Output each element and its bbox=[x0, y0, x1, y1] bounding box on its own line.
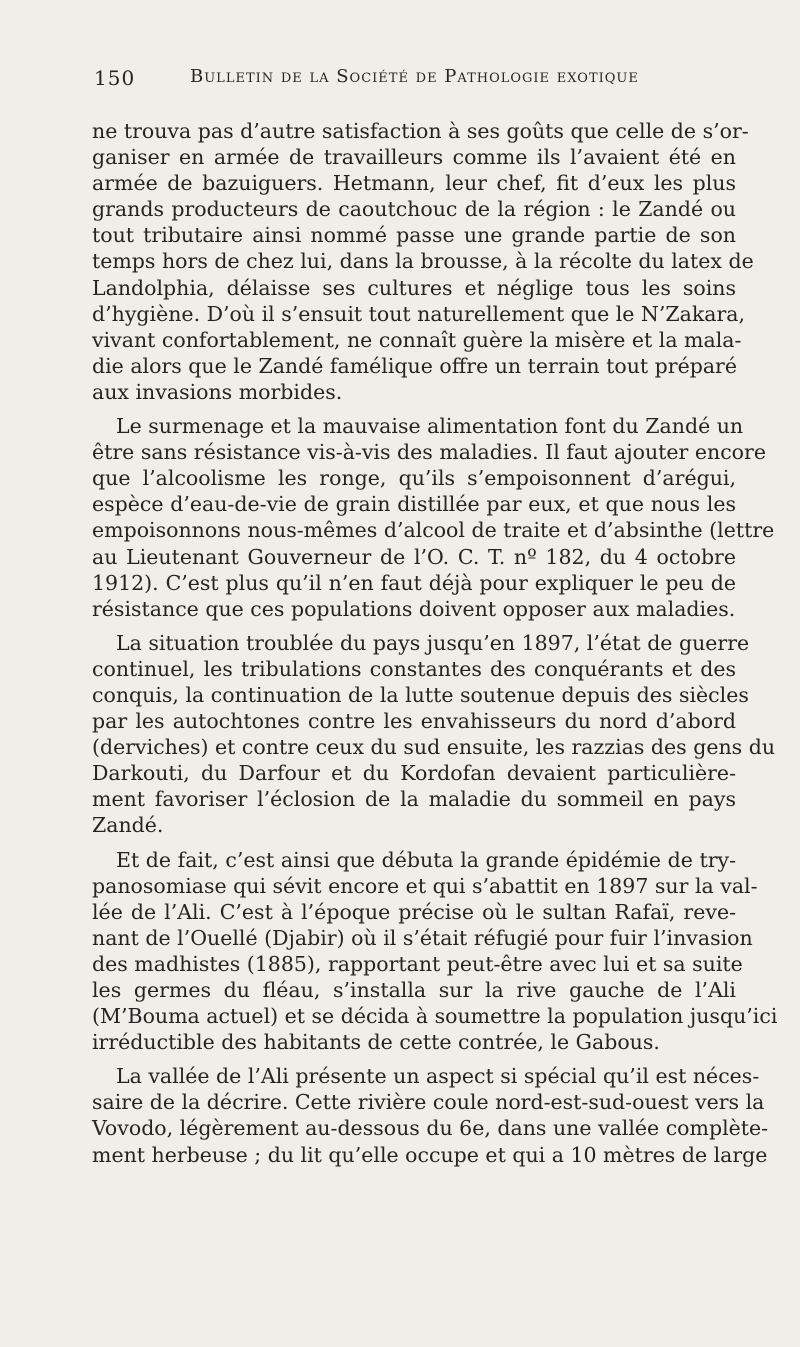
text-line: (M’Bouma actuel) et se décida à soumettre la population jusqu’ici bbox=[92, 1004, 778, 1029]
text-line: Landolphia, délaisse ses cultures et néglige tous les soins bbox=[92, 275, 736, 300]
text-line: conquis, la continuation de la lutte soutenue depuis des siècles bbox=[92, 682, 749, 707]
text-line: empoisonnons nous-mêmes d’alcool de traite et d’absinthe (lettre bbox=[92, 518, 775, 543]
text-line: irréductible des habitants de cette contrée, le Gabous. bbox=[92, 1030, 660, 1055]
text-line: die alors que le Zandé famélique offre un terrain tout préparé bbox=[92, 353, 737, 378]
text-line: résistance que ces populations doivent opposer aux maladies. bbox=[92, 596, 736, 621]
text-line: panosomiase qui sévit encore et qui s’abattit en 1897 sur la val- bbox=[92, 873, 758, 898]
text-line: (derviches) et contre ceux du sud ensuite, les razzias des gens du bbox=[92, 735, 776, 760]
paragraph-1 bbox=[92, 118, 754, 405]
text-line: être sans résistance vis-à-vis des maladies. Il faut ajouter encore bbox=[92, 440, 766, 465]
text-line: Zandé. bbox=[92, 813, 164, 838]
text-line: Darkouti, du Darfour et du Kordofan devaient particulière- bbox=[92, 761, 736, 786]
text-line: La vallée de l’Ali présente un aspect si spécial qu’il est néces- bbox=[116, 1064, 760, 1089]
page-number: 150 bbox=[94, 66, 136, 90]
paragraph-4 bbox=[92, 847, 778, 1056]
paragraph-3 bbox=[92, 630, 776, 839]
text-line: Le surmenage et la mauvaise alimentation font du Zandé un bbox=[116, 414, 744, 439]
text-line: tout tributaire ainsi nommé passe une grande partie de son bbox=[92, 223, 736, 248]
body-text bbox=[92, 118, 778, 1176]
paragraph-2 bbox=[92, 413, 775, 622]
text-line: saire de la décrire. Cette rivière coule nord-est-sud-ouest vers la bbox=[92, 1090, 765, 1115]
text-line: Vovodo, légèrement au-dessous du 6e, dans une vallée complète- bbox=[92, 1116, 769, 1141]
text-line: armée de bazuiguers. Hetmann, leur chef, fit d’eux les plus bbox=[92, 171, 736, 196]
text-line: des madhistes (1885), rapportant peut-être avec lui et sa suite bbox=[92, 951, 743, 976]
text-line: Et de fait, c’est ainsi que débuta la grande épidémie de try- bbox=[116, 847, 736, 872]
text-line: nant de l’Ouellé (Djabir) où il s’était réfugié pour fuir l’invasion bbox=[92, 925, 753, 950]
text-line: 1912). C’est plus qu’il n’en faut déjà pour expliquer le peu de bbox=[92, 570, 736, 595]
text-line: que l’alcoolisme les ronge, qu’ils s’empoisonnent d’arégui, bbox=[92, 466, 736, 491]
text-line: espèce d’eau-de-vie de grain distillée par eux, et que nous les bbox=[92, 492, 736, 517]
text-line: grands producteurs de caoutchouc de la région : le Zandé ou bbox=[92, 197, 736, 222]
text-line: lée de l’Ali. C’est à l’époque précise où le sultan Rafaï, reve- bbox=[92, 899, 736, 924]
page-header bbox=[94, 66, 736, 106]
running-title: Bulletin de la Société de Pathologie exotique bbox=[190, 66, 639, 87]
text-line: d’hygiène. D’où il s’ensuit tout naturellement que le N’Zakara, bbox=[92, 301, 746, 326]
text-line: vivant confortablement, ne connaît guère la misère et la mala- bbox=[92, 327, 742, 352]
text-line: par les autochtones contre les envahisseurs du nord d’abord bbox=[92, 709, 736, 734]
text-line: les germes du fléau, s’installa sur la rive gauche de l’Ali bbox=[92, 978, 736, 1002]
text-line: au Lieutenant Gouverneur de l’O. C. T. nº 182, du 4 octobre bbox=[92, 544, 736, 569]
text-line: La situation troublée du pays jusqu’en 1897, l’état de guerre bbox=[116, 630, 750, 655]
text-line: temps hors de chez lui, dans la brousse, à la récolte du latex de bbox=[92, 249, 754, 274]
text-line: ment herbeuse ; du lit qu’elle occupe et qui a 10 mètres de large bbox=[92, 1142, 768, 1167]
paragraph-5 bbox=[92, 1063, 769, 1167]
text-line: ment favoriser l’éclosion de la maladie du sommeil en pays bbox=[92, 787, 736, 812]
text-line: ganiser en armée de travailleurs comme ils l’avaient été en bbox=[92, 145, 736, 170]
text-line: continuel, les tribulations constantes des conquérants et des bbox=[92, 656, 736, 681]
text-line: aux invasions morbides. bbox=[92, 379, 343, 404]
text-line: ne trouva pas d’autre satisfaction à ses goûts que celle de s’or- bbox=[92, 119, 749, 143]
